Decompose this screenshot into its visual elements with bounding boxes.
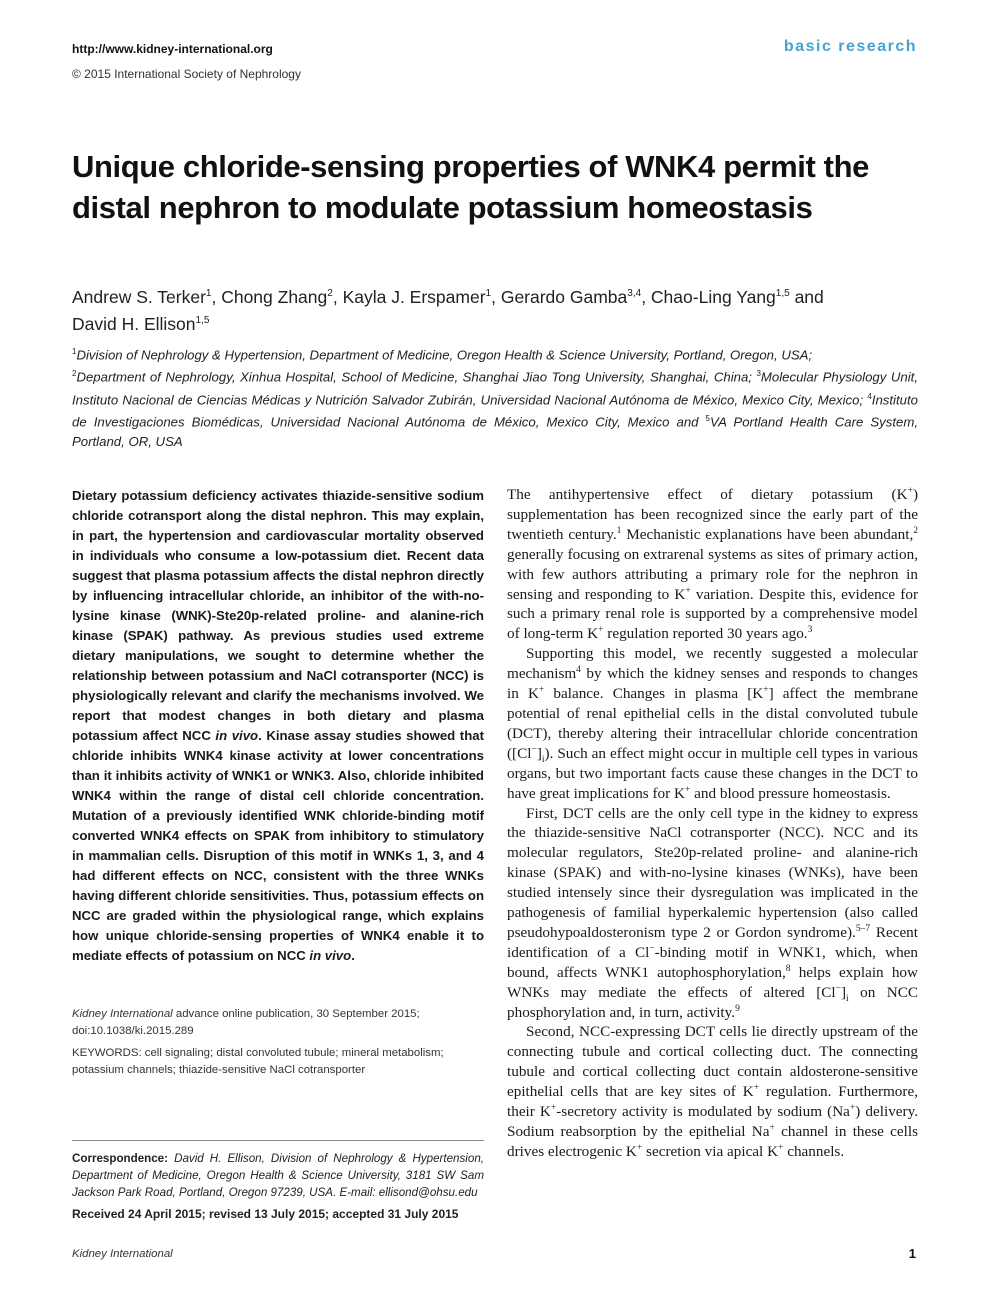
abstract-text: . Kinase assay studies showed that chloride inhibits WNK4 kinase activity at lower concentrations than it inhibits activity of WNK1 or WNK3. Also, chloride inhibited WNK4 within the range of distal cell chloride concentration. Mutation of a previously identified WNK chloride-binding motif converted WNK4 effects on SPAK from inhibitory to stimulatory in mammalian cells. Disruption of this motif in WNKs 1, 3, and 4 had different effects on NCC, consistent with the three WNKs having different chloride sensitivities. Thus, potassium effects on NCC are graded within the physiological range, which explains how unique chloride-sensing properties of WNK4 enable it to mediate effects of potassium on NCC	[72, 728, 484, 963]
subscript: i	[541, 754, 545, 765]
doi-link[interactable]: doi:10.1038/ki.2015.289	[72, 1025, 194, 1037]
superscript: +	[849, 1103, 856, 1114]
body-text	[507, 485, 918, 1162]
author-affiliation-mark: 1,5	[775, 288, 790, 299]
correspondence-text: David H. Ellison, Division of Nephrology & Hypertension, Department of Medicine, Oregon Health & Science University, 3181 SW Sam Jackson Park Road, Portland, Oregon 97239, USA. E-mail: ellisond@ohsu.edu	[72, 1152, 484, 1199]
affiliation-text: Department of Nephrology, Xinhua Hospital, School of Medicine, Shanghai Jiao Tong University, Shanghai, China;	[76, 369, 752, 385]
abstract-emphasis: in vivo	[215, 728, 259, 743]
body-text-run: Second, NCC-expressing DCT cells lie directly upstream of the connecting tubule and cortical collecting duct. The connecting tubule and cortical collecting duct contain aldosterone-sensitive epithelial cells that are key sites of K	[507, 1023, 918, 1101]
author-affiliation-mark: 1	[485, 288, 492, 299]
affiliation-text: Molecular Physiology Unit, Instituto Nacional de Ciencias Médicas y Nutrición Salvador Zubirán, Universidad Nacional Autónoma de México, Mexico City, Mexico;	[72, 369, 918, 408]
affiliation-number: 5	[705, 414, 710, 424]
body-paragraph	[507, 644, 918, 803]
abstract-text: Dietary potassium deficiency activates thiazide-sensitive sodium chloride cotransport along the distal nephron. This may explain, in part, the hypertension and cardiovascular mortality observed in individuals who consume a low-potassium diet. Recent data suggest that plasma potassium affects the distal nephron directly by influencing intracellular chloride, an inhibitor of the with-no-lysine kinase (WNK)-Ste20p-related proline- and alanine-rich kinase (SPAK) pathway. As previous studies used extreme dietary manipulations, we sought to determine whether the relationship between potassium and NaCl cotransporter (NCC) is physiologically relevant and clarify the mechanisms involved. We report that modest changes in both dietary and plasma potassium affect NCC	[72, 488, 484, 743]
superscript: +	[550, 1103, 557, 1114]
author-name: David H. Ellison	[72, 313, 196, 334]
superscript: +	[907, 485, 913, 496]
body-text-run: variation. Despite this, evidence for such a primary renal role is supported by a comprehensive model of long-term K	[507, 585, 918, 643]
author-name: Chong Zhang	[221, 286, 328, 307]
superscript: −	[835, 983, 841, 994]
body-text-run: -secretory activity is modulated by sodium (Na	[556, 1103, 850, 1121]
body-text-run: and blood pressure homeostasis.	[690, 784, 891, 802]
journal-url[interactable]: http://www.kidney-international.org	[72, 42, 273, 56]
body-text-run: channel in these cells drives electrogenic K	[507, 1123, 918, 1160]
body-text-run: ]	[840, 983, 847, 1001]
author-name: Gerardo Gamba	[500, 286, 628, 307]
superscript: +	[769, 1122, 775, 1133]
author-affiliation-mark: 1	[205, 288, 212, 299]
superscript: +	[538, 685, 545, 695]
superscript: −	[531, 744, 537, 755]
affiliations	[72, 342, 918, 451]
superscript: +	[684, 784, 691, 795]
publication-info	[72, 1006, 484, 1040]
author-name: Chao-Ling Yang	[650, 286, 776, 307]
article-title: Unique chloride-sensing properties of WNK4 permit the distal nephron to modulate potassium homeostasis	[72, 149, 869, 225]
correspondence-label: Correspondence:	[72, 1152, 168, 1165]
body-text-run: by which the kidney senses and responds to changes in K	[507, 665, 918, 703]
body-text-run: on NCC phosphorylation and, in turn, activity.	[507, 983, 918, 1021]
correspondence	[72, 1150, 484, 1201]
publication-date: advance online publication, 30 September 2015;	[175, 1008, 420, 1020]
citation[interactable]: 8	[785, 963, 791, 974]
page-number: 1	[908, 1246, 916, 1261]
citation[interactable]: 5–7	[855, 923, 871, 934]
citation[interactable]: 2	[913, 525, 918, 536]
body-paragraph	[507, 804, 918, 1023]
citation[interactable]: 4	[576, 665, 581, 676]
superscript: +	[598, 625, 604, 636]
superscript: +	[763, 685, 769, 695]
author-list: Andrew S. Terker$^1$, Chong Zhang$^2$, Kayla J. Erspamer$^1$, Gerardo Gamba$^{3,4}$, Chao-Ling Yang$^{1,5}$ and David H. Ellison$^{1,5}$	[72, 286, 824, 334]
body-text-run: ). Such an effect might occur in multiple cell types in various organs, but two important facts cause these changes in the DCT to have great implications for K	[507, 744, 918, 802]
affiliation-text: VA Portland Health Care System, Portland, OR, USA	[72, 414, 918, 449]
body-text-run: generally focusing on extrarenal systems as sites of primary action, with few authors attributing a primary role for the nephron in sensing and responding to K	[507, 545, 918, 603]
abstract-emphasis: in vivo	[309, 948, 352, 963]
body-text-run: ) delivery. Sodium reabsorption by the epithelial Na	[507, 1103, 918, 1140]
affiliation-number: 2	[72, 369, 77, 379]
abstract-text: .	[351, 948, 355, 963]
affiliation-text: Division of Nephrology & Hypertension, Department of Medicine, Oregon Health & Science University, Portland, Oregon, USA;	[76, 347, 813, 363]
superscript: +	[753, 1083, 760, 1094]
affiliation-number: 4	[867, 391, 872, 401]
body-text-run: balance. Changes in plasma [K	[544, 685, 764, 703]
author-name: Kayla J. Erspamer	[342, 286, 486, 307]
keywords: KEYWORDS: cell signaling; distal convoluted tubule; mineral metabolism; potassium channels; thiazide-sensitive NaCl cotransporter	[72, 1047, 444, 1076]
superscript: +	[778, 1142, 784, 1153]
divider	[72, 1140, 484, 1141]
body-text-run: ]	[536, 744, 542, 762]
body-text-run: Recent identification of a Cl	[507, 923, 918, 961]
body-text-run: Mechanistic explanations have been abundant,	[621, 525, 914, 543]
affiliation-text: Instituto de Investigaciones Biomédicas, Universidad Nacional Autónoma de México, Mexico City, Mexico and	[72, 392, 918, 430]
superscript: +	[636, 1142, 643, 1153]
abstract	[72, 486, 484, 966]
copyright-line: © 2015 International Society of Nephrology	[72, 67, 301, 81]
author-name: Andrew S. Terker	[72, 286, 206, 307]
superscript: +	[685, 585, 691, 596]
citation[interactable]: 1	[616, 525, 622, 536]
author-affiliation-mark: 3,4	[627, 288, 642, 299]
body-text-run: regulation. Furthermore, their K	[507, 1083, 918, 1121]
body-text-run: helps explain how WNKs may mediate the effects of altered [Cl	[507, 963, 918, 1001]
body-text-run: ) supplementation has been recognized since the early part of the twentieth century.	[507, 486, 918, 543]
body-text-run: First, DCT cells are the only cell type in the kidney to express the thiazide-sensitive NaCl cotransporter (NCC). NCC and its molecular regulators, Ste20p-related proline- and alanine-rich kinase (SPAK) and with-no-lysine kinases (WNKs), have been studied intensely since their dysregulation was implicated in the pathogenesis of familial hyperkalemic hypertension (also called pseudohypoaldosteronism type 2 or Gordon syndrome).	[507, 804, 918, 941]
superscript: −	[649, 943, 655, 954]
body-text-run: secretion via apical K	[642, 1142, 779, 1160]
section-tag: basic research	[783, 38, 917, 55]
author-conjunction: and	[794, 286, 824, 307]
subscript: i	[846, 993, 849, 1004]
author-affiliation-mark: 1,5	[195, 314, 210, 326]
body-paragraph	[507, 485, 918, 644]
author-affiliation-mark: 2	[327, 288, 333, 299]
received-dates: Received 24 April 2015; revised 13 July 2015; accepted 31 July 2015	[72, 1207, 459, 1221]
body-paragraph	[507, 1022, 918, 1161]
body-text-run: -binding motif in WNK1, which, when bound, affects WNK1 autophosphorylation,	[507, 943, 918, 981]
body-text-run: channels.	[783, 1142, 845, 1160]
affiliation-number: 1	[72, 347, 77, 356]
body-text-run: Supporting this model, we recently suggested a molecular mechanism	[507, 645, 918, 683]
footer-journal-name: Kidney International	[72, 1248, 173, 1260]
body-text-run: regulation reported 30 years ago.	[603, 625, 808, 643]
body-text-run: ] affect the membrane potential of renal epithelial cells in the distal convoluted tubule (DCT), thereby altering their intracellular chloride concentration ([Cl	[507, 685, 918, 762]
citation[interactable]: 3	[807, 625, 813, 636]
affiliation-number: 3	[756, 369, 761, 379]
journal-name: Kidney International	[72, 1008, 173, 1020]
body-text-run: The antihypertensive effect of dietary potassium (K	[507, 486, 908, 503]
citation[interactable]: 9	[735, 1003, 740, 1014]
